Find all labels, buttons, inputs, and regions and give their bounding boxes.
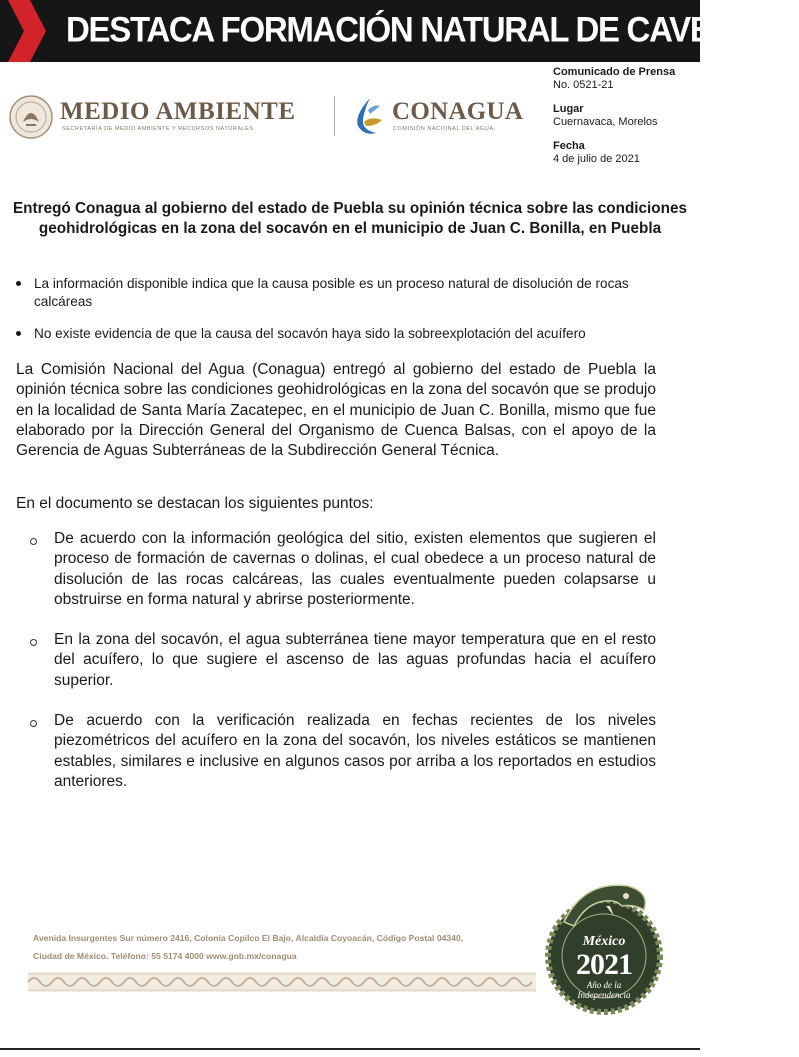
point-item bbox=[30, 529, 656, 610]
footer-contact-line: Ciudad de México. Teléfono: 55 5174 4000 www.gob.mx/conagua bbox=[33, 951, 297, 961]
seal-country: México bbox=[582, 934, 626, 949]
header-banner bbox=[0, 0, 799, 62]
chevron-right-icon bbox=[6, 0, 46, 62]
headline: Entregó Conagua al gobierno del estado de Puebla su opinión técnica sobre las condiciones geohidrológicas en la zona del socavón en el municipio de Juan C. Bonilla, en Puebla bbox=[12, 200, 688, 237]
bullet-dot-icon bbox=[16, 281, 21, 286]
seal-year: 2021 bbox=[576, 948, 632, 981]
logo-divider bbox=[334, 96, 335, 136]
press-metadata bbox=[553, 66, 698, 177]
medio-ambiente-subtitle: SECRETARÍA DE MEDIO AMBIENTE Y RECURSOS NATURALES bbox=[62, 126, 254, 132]
body-paragraph: La Comisión Nacional del Agua (Conagua) entregó al gobierno del estado de Puebla la opinión técnica sobre las condiciones geohidrológicas en la zona del socavón que se produjo en la localidad de Santa María Zacatepec, en el municipio de Juan C. Bonilla, mismo que fue elaborado por la Dirección General del Organismo de Cuenca Balsas, con el apoyo de la Gerencia de Aguas Subterráneas de la Subdirección General Técnica. bbox=[16, 361, 656, 460]
decorative-pattern-band bbox=[28, 972, 536, 992]
points-list bbox=[30, 529, 656, 812]
fecha-label: Fecha bbox=[553, 140, 585, 152]
bullet-dot-icon bbox=[16, 331, 21, 336]
point-text: De acuerdo con la información geológica del sitio, existen elementos que sugieren el proceso de formación de cavernas o dolinas, el cual obedece a un proceso natural de disolución de las rocas calcáreas, las cuales eventualmente pueden colapsarse u obstruirse en forma natural y abrirse posteriormente. bbox=[54, 530, 656, 608]
logo-bar bbox=[8, 92, 528, 142]
bottom-divider bbox=[0, 1048, 700, 1050]
circle-bullet-icon bbox=[30, 538, 37, 545]
conagua-subtitle: COMISIÓN NACIONAL DEL AGUA bbox=[393, 126, 494, 132]
bullet-item bbox=[14, 325, 674, 343]
conagua-drop-icon bbox=[350, 96, 390, 136]
circle-bullet-icon bbox=[30, 639, 37, 646]
point-item bbox=[30, 630, 656, 691]
seal-motto bbox=[544, 980, 664, 1000]
bullet-text: No existe evidencia de que la causa del socavón haya sido la sobreexplotación del acuífero bbox=[34, 326, 586, 341]
lugar-value: Cuernavaca, Morelos bbox=[553, 116, 658, 128]
seal-motto-line: Año de la bbox=[586, 980, 622, 990]
footer-address bbox=[33, 929, 533, 965]
banner-title: DESTACA FORMACIÓN NATURAL DE CAVERNAS bbox=[66, 9, 799, 49]
bullet-item bbox=[14, 275, 674, 310]
point-text: En la zona del socavón, el agua subterránea tiene mayor temperatura que en el resto del acuífero, lo que sugiere el ascenso de las aguas profundas hacia el acuífero superior. bbox=[54, 631, 656, 689]
point-item bbox=[30, 711, 656, 792]
mexico-2021-seal bbox=[544, 876, 664, 1016]
medio-ambiente-logo: MEDIO AMBIENTE bbox=[60, 98, 296, 125]
points-intro: En el documento se destacan los siguientes puntos: bbox=[16, 495, 374, 512]
seal-motto-line: Independencia bbox=[577, 990, 631, 1000]
circle-bullet-icon bbox=[30, 720, 37, 727]
footer-address-line: Avenida Insurgentes Sur número 2416, Colonia Copilco El Bajo, Alcaldía Coyoacán, Código Postal 04340, bbox=[33, 933, 464, 943]
point-text: De acuerdo con la verificación realizada en fechas recientes de los niveles piezométricos del acuífero en la zona del socavón, los niveles estáticos se mantienen estables, similares e inclusive en algunos casos por arriba a los reportados en estudios anteriores. bbox=[54, 712, 656, 790]
bullet-text: La información disponible indica que la causa posible es un proceso natural de disolución de rocas calcáreas bbox=[34, 276, 629, 309]
coat-of-arms-icon bbox=[8, 94, 54, 140]
comunicado-number: No. 0521-21 bbox=[553, 79, 614, 91]
conagua-logo: CONAGUA bbox=[392, 98, 524, 125]
fecha-value: 4 de julio de 2021 bbox=[553, 153, 640, 165]
bullet-list bbox=[14, 275, 674, 358]
lugar-label: Lugar bbox=[553, 103, 584, 115]
comunicado-label: Comunicado de Prensa bbox=[553, 66, 676, 78]
